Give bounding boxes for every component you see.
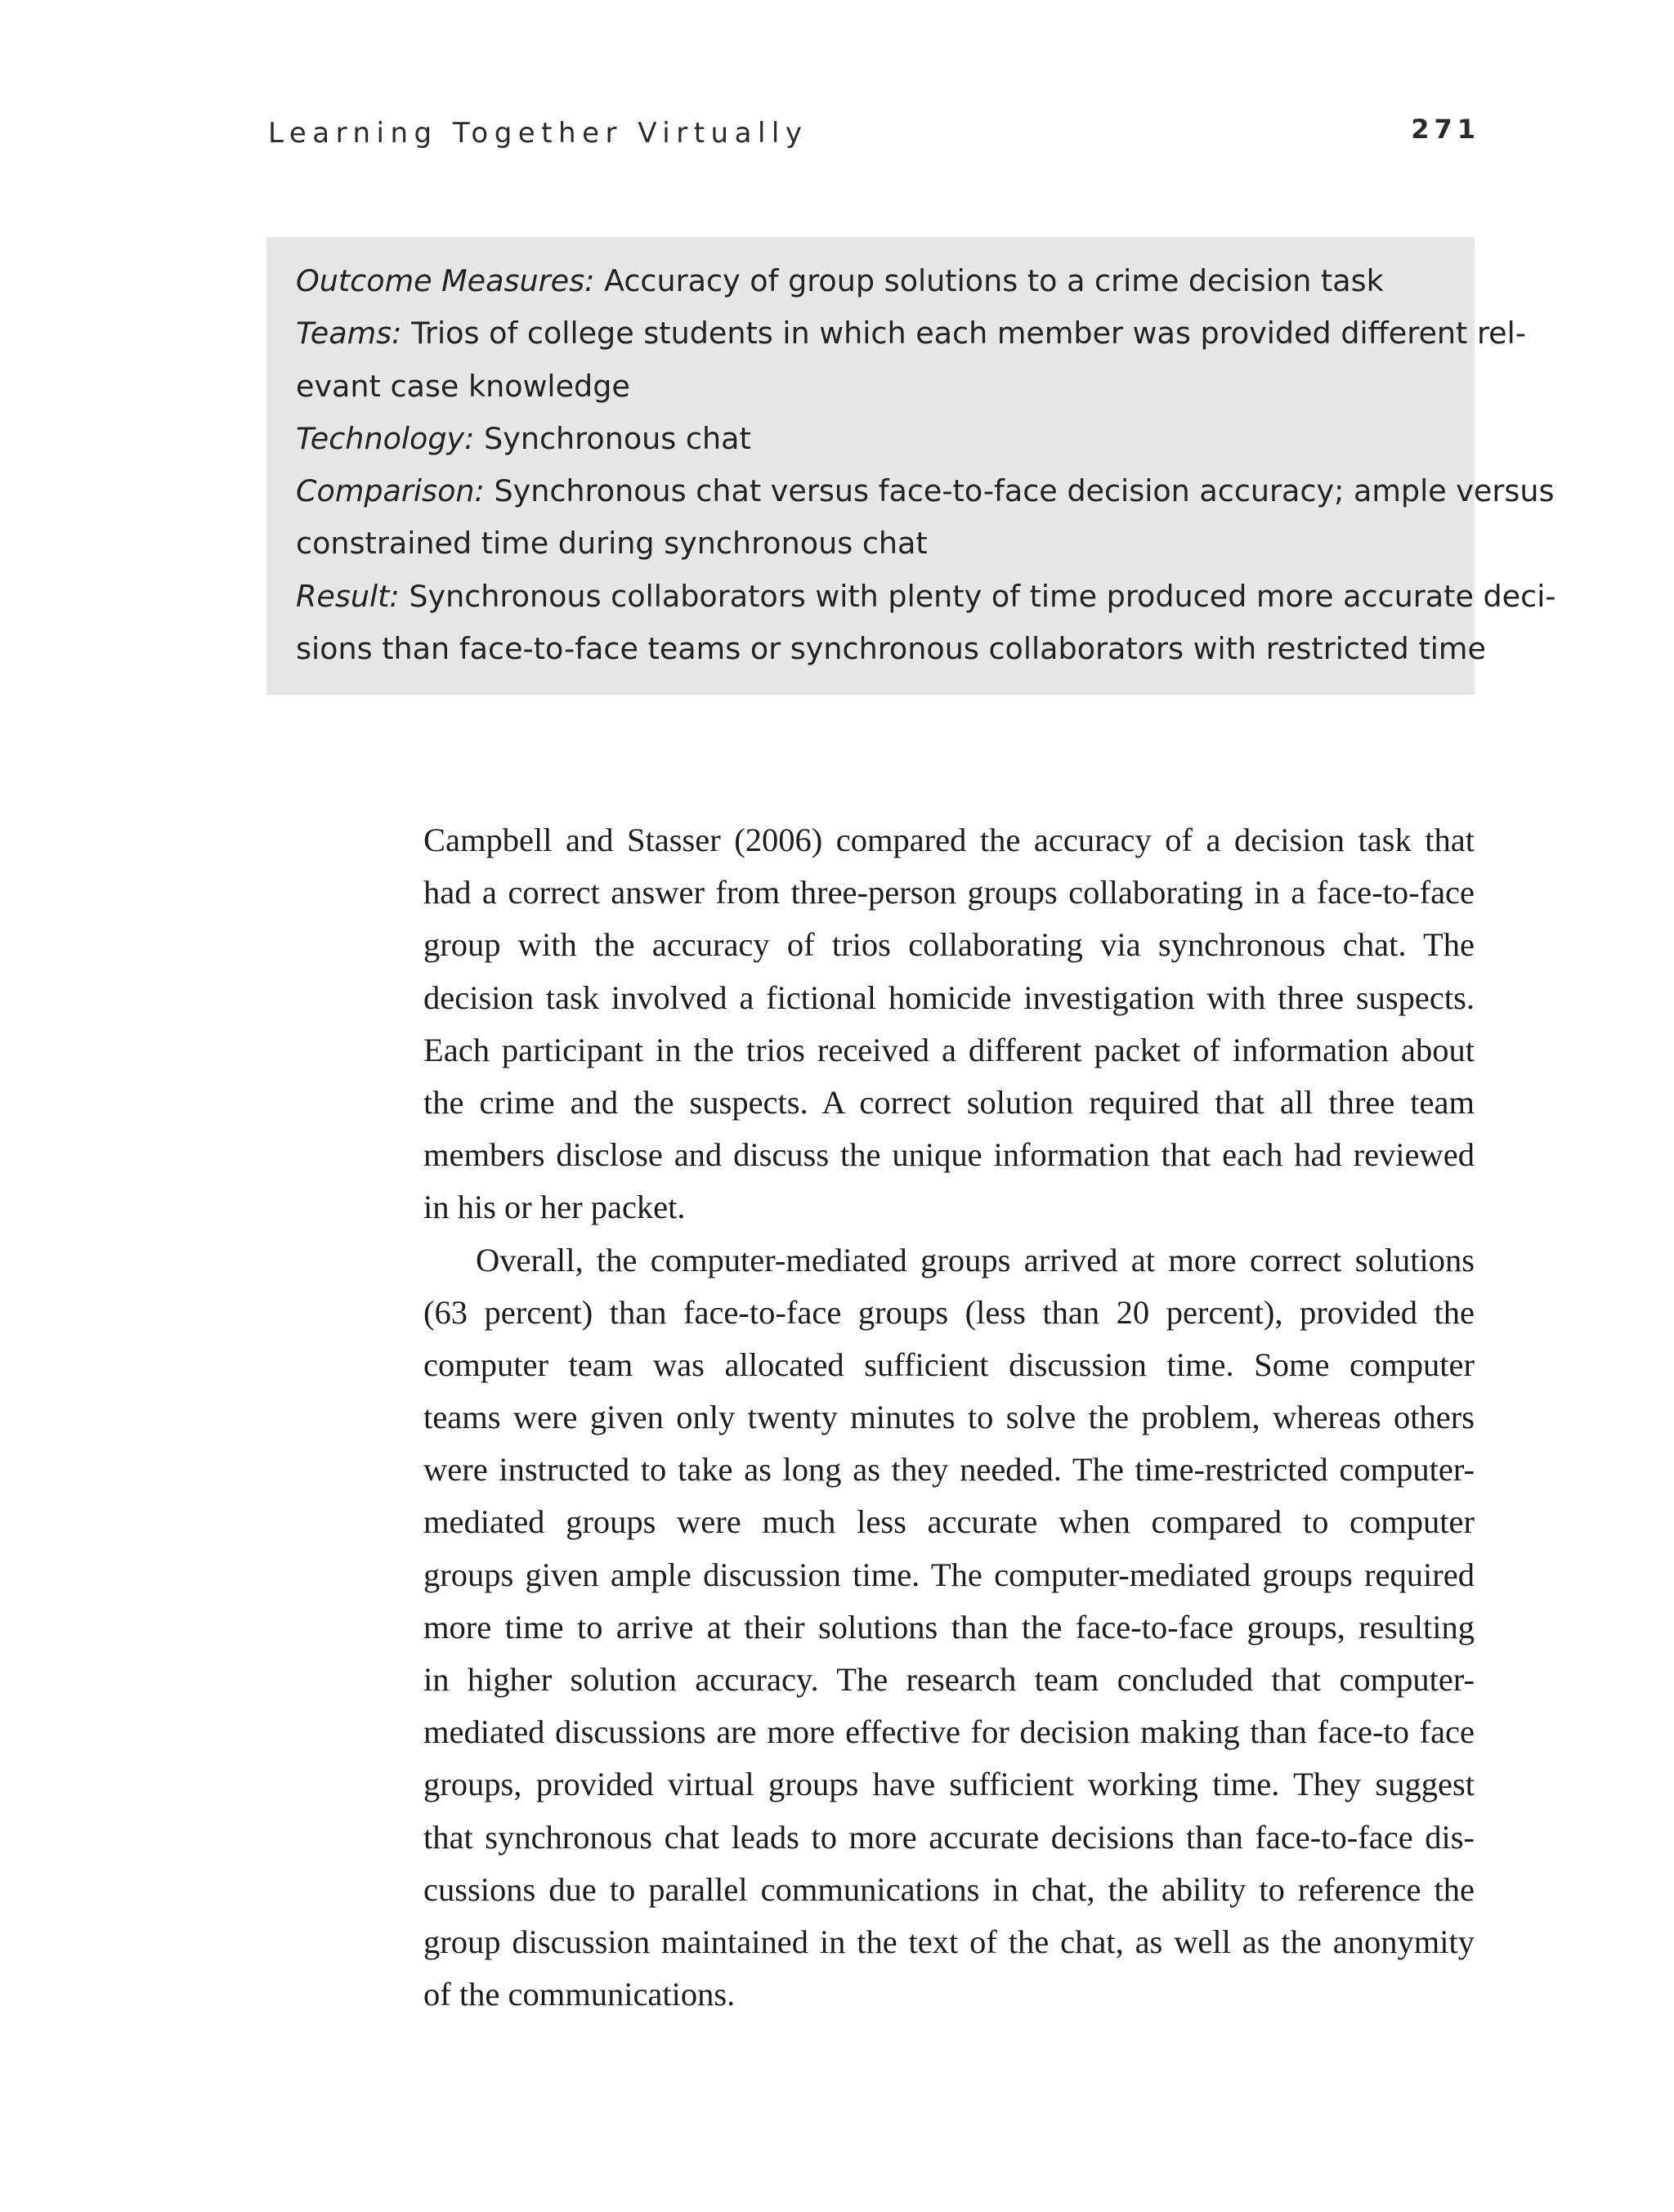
- body-text: [423, 814, 1475, 2021]
- text-line: groups given ample discussion time. The computer-mediated groups required: [423, 1556, 1475, 1593]
- text-line: Overall, the computer-mediated groups arrived at more correct solutions: [476, 1241, 1475, 1278]
- text-line: in his or her packet.: [423, 1189, 686, 1226]
- text-line: more time to arrive at their solutions than the face-to-face groups, resulting: [423, 1608, 1475, 1646]
- summary-line: [296, 413, 1445, 465]
- summary-text: Synchronous chat: [474, 420, 751, 456]
- text-line: computer team was allocated sufficient discussion time. Some computer: [423, 1346, 1475, 1383]
- text-line: mediated discussions are more effective for decision making than face-to face: [423, 1713, 1475, 1751]
- text-line: Each participant in the trios received a different packet of information about: [423, 1031, 1475, 1068]
- text-line: that synchronous chat leads to more accurate decisions than face-to-face dis-: [423, 1818, 1475, 1856]
- text-line: cussions due to parallel communications in chat, the ability to reference the: [423, 1870, 1475, 1908]
- study-summary-box: [266, 237, 1556, 695]
- summary-line: [296, 571, 1556, 623]
- page-number: 271: [1411, 114, 1480, 145]
- text-line: (63 percent) than face-to-face groups (less than 20 percent), provided the: [423, 1293, 1475, 1331]
- summary-text: Synchronous collaborators with plenty of time produced more accurate deci-: [399, 578, 1556, 614]
- text-line: decision task involved a fictional homicide investigation with three suspects.: [423, 978, 1475, 1016]
- text-line: had a correct answer from three-person groups collaborating in a face-to-face: [423, 874, 1475, 911]
- text-line: groups, provided virtual groups have sufficient working time. They suggest: [423, 1766, 1475, 1803]
- summary-label: Comparison:: [296, 473, 485, 509]
- summary-label: Teams:: [296, 316, 402, 352]
- summary-text: Accuracy of group solutions to a crime decision task: [594, 263, 1384, 298]
- text-line: members disclose and discuss the unique information that each had reviewed: [423, 1136, 1475, 1174]
- running-head: [268, 114, 1480, 158]
- summary-line: [296, 623, 1486, 675]
- running-title: Learning Together Virtually: [268, 117, 808, 150]
- paragraph-1: [423, 814, 1475, 1234]
- summary-text: evant case knowledge: [296, 368, 630, 404]
- summary-text: sions than face-to-face teams or synchronous collaborators with restricted time: [296, 631, 1486, 667]
- text-line: in higher solution accuracy. The research team concluded that computer-: [423, 1661, 1475, 1698]
- summary-label: Technology:: [296, 420, 475, 456]
- summary-label: Result:: [296, 578, 400, 614]
- paragraph-2: [423, 1234, 1475, 2022]
- summary-line: [296, 255, 1445, 307]
- text-line: group discussion maintained in the text of the chat, as well as the anonymity: [423, 1923, 1475, 1960]
- summary-line: [296, 517, 1445, 570]
- text-line: the crime and the suspects. A correct solution required that all three team: [423, 1083, 1475, 1121]
- summary-text: Trios of college students in which each member was provided different rel-: [401, 316, 1526, 352]
- summary-text: Synchronous chat versus face-to-face decision accuracy; ample versus: [484, 473, 1555, 509]
- summary-line: [296, 465, 1555, 517]
- summary-label: Outcome Measures:: [296, 263, 595, 298]
- text-line: mediated groups were much less accurate when compared to computer: [423, 1503, 1475, 1541]
- summary-line: [296, 307, 1526, 360]
- text-line: Campbell and Stasser (2006) compared the accuracy of a decision task that: [423, 822, 1475, 858]
- text-line: were instructed to take as long as they needed. The time-restricted computer-: [423, 1451, 1475, 1489]
- text-line: teams were given only twenty minutes to solve the problem, whereas others: [423, 1399, 1475, 1436]
- summary-text: constrained time during synchronous chat: [296, 526, 928, 562]
- summary-line: [296, 360, 1445, 413]
- text-line: group with the accuracy of trios collaborating via synchronous chat. The: [423, 926, 1475, 964]
- text-line: of the communications.: [423, 1976, 736, 2013]
